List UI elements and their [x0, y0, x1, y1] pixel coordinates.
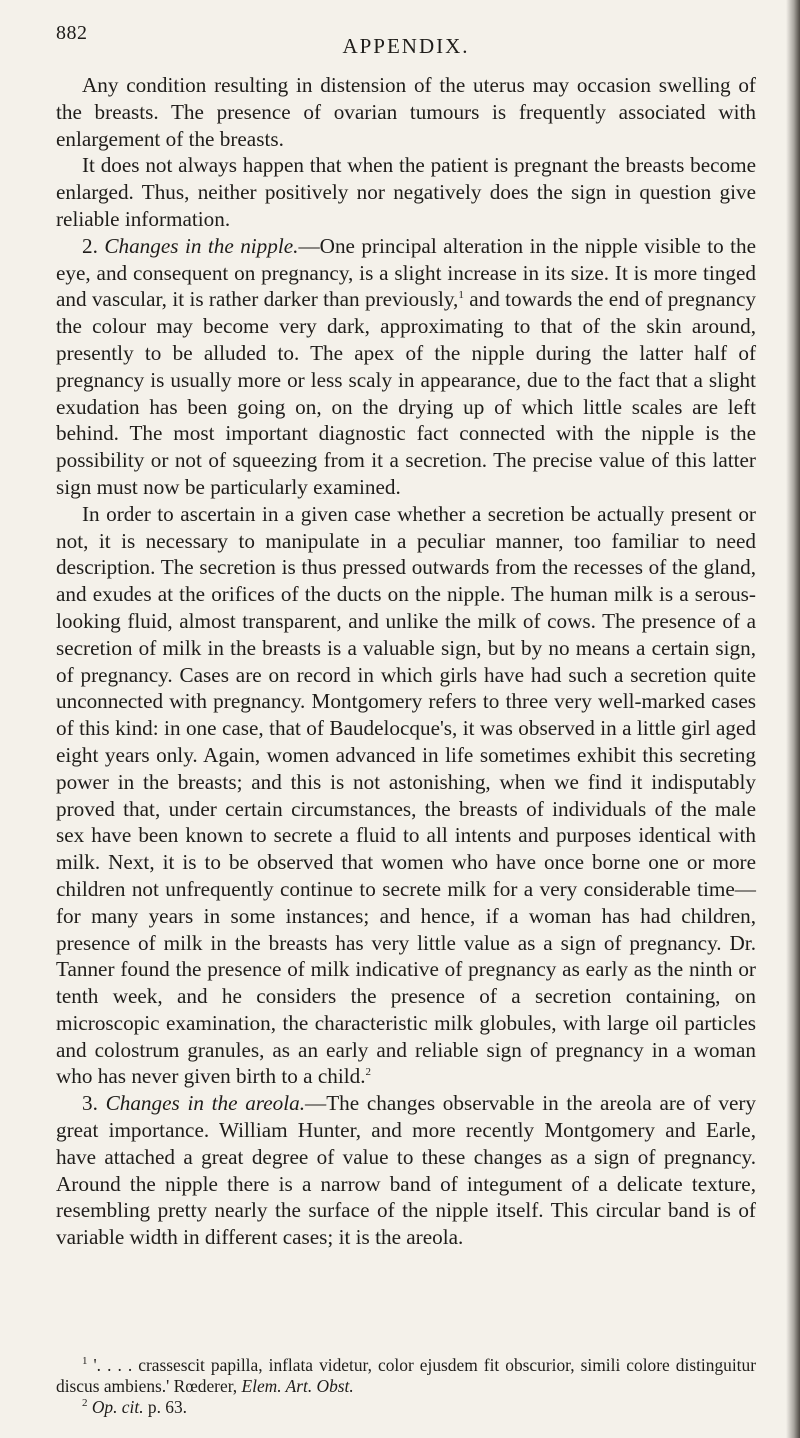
- footnote-ref: 2: [365, 1066, 371, 1079]
- footnote-ref: 1: [458, 289, 464, 302]
- footnotes: [56, 1355, 756, 1418]
- paragraph-areola: 3. Changes in the areola.—The changes observable in the areola are of very great importance. William Hunter, and more recently Montgomery and Earle, have attached a great degree of value to these changes as a sign of pregnancy. Around the nipple there is a narrow band of integument of a delicate texture, resembling pretty nearly the surface of the nipple itself. This circular band is of variable width in different cases; it is the areola.: [56, 1091, 756, 1250]
- paragraph: It does not always happen that when the patient is pregnant the breasts become enlarged. Thus, neither positively nor negatively does the sign in question give reliable information.: [56, 153, 756, 231]
- section-heading: Changes in the nipple.: [104, 233, 299, 258]
- footnote-source: Elem. Art. Obst.: [241, 1376, 354, 1396]
- paragraph: In order to ascertain in a given case whether a secretion be actually present or not, it is necessary to manipulate in a peculiar manner, too familiar to need description. The secretion is thus pressed outwards from the recesses of the gland, and exudes at the orifices of the ducts on the nipple. The human milk is a serous-looking fluid, almost transparent, and unlike the milk of cows. The presence of a secretion of milk in the breasts is a valuable sign, but by no means a certain sign, of pregnancy. Cases are on record in which girls have had such a secretion quite unconnected with pregnancy. Montgomery refers to three very well-marked cases of this kind: in one case, that of Baudelocque's, it was observed in a little girl aged eight years only. Again, women advanced in life sometimes exhibit this secreting power in the breasts; and this is not astonishing, when we find it indisputably proved that, under certain circumstances, the breasts of individuals of the male sex have been known to secrete a fluid to all intents and purposes identical with milk. Next, it is to be observed that women who have once borne one or more children not unfrequently continue to secrete milk for a very considerable time—for many years in some instances; and hence, if a woman has had children, presence of milk in the breasts has very little value as a sign of pregnancy. Dr. Tanner found the presence of milk indicative of pregnancy as early as the ninth or tenth week, and he considers the presence of a secretion containing, on microscopic examination, the characteristic milk globules, with large oil particles and colostrum granules, as an early and reliable sign of pregnancy in a woman who has never given birth to a child.$^2$: [56, 501, 756, 1089]
- page-edge-shadow: [786, 0, 800, 1438]
- footnote-source: Op. cit.: [91, 1397, 144, 1417]
- body-text: [56, 72, 756, 1251]
- paragraph-nipple: 2. Changes in the nipple.—One principal alteration in the nipple visible to the eye, and consequent on pregnancy, is a slight increase in its size. It is more tinged and vascular, it is rather darker than previously,$^1$ and towards the end of pregnancy the colour may become very dark, approximating to that of the skin around, presently to be alluded to. The apex of the nipple during the latter half of pregnancy is usually more or less scaly in appearance, due to the fact that a slight exudation has been going on, on the drying up of which little scales are left behind. The most important diagnostic fact connected with the nipple is the possibility or not of squeezing from it a secretion. The precise value of this latter sign must now be particularly examined.: [56, 233, 757, 499]
- footnote-mark: 2: [82, 1397, 88, 1410]
- footnote-mark: 1: [82, 1355, 88, 1368]
- page-header: [56, 22, 756, 62]
- section-heading: Changes in the areola.: [105, 1091, 306, 1116]
- section-number: 2.: [82, 233, 98, 258]
- running-head: APPENDIX.: [342, 34, 470, 58]
- footnote: $^2$ Op. cit. p. 63.: [82, 1397, 188, 1417]
- section-number: 3.: [82, 1091, 98, 1116]
- paragraph: Any condition resulting in distension of the uterus may occasion swelling of the breasts. The presence of ovarian tumours is frequently associated with enlargement of the breasts.: [56, 73, 756, 151]
- footnote: $^1$ '. . . . crassescit papilla, inflata videtur, color ejusdem fit obscurior, simili colore distinguitur discus ambiens.' Rœderer, Elem. Art. Obst.: [56, 1355, 756, 1396]
- page-number: 882: [56, 22, 88, 44]
